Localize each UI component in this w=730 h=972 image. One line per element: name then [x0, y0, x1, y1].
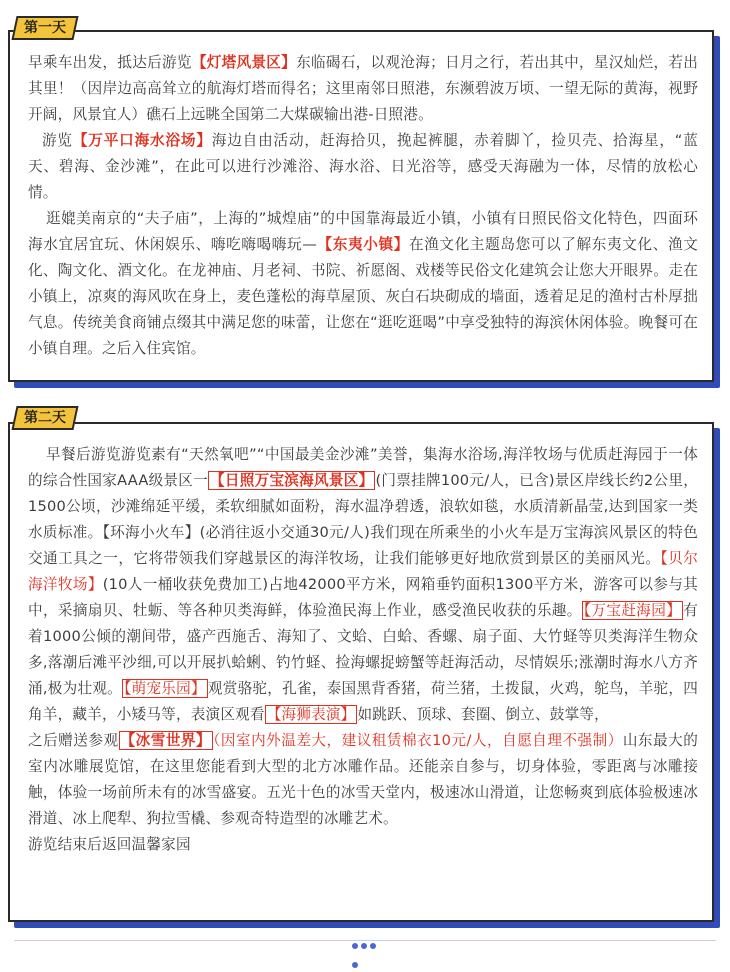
day1-p3-text-b: 在渔文化主题岛您可以了解东夷文化、渔文化、陶文化、酒文化。在龙神庙、月老祠、书院、祈愿阁、戏楼等民俗文化建筑会让您大开眼界。走在小镇上，凉爽的海风吹在身上，麦色蓬松的海草屋顶、灰白石块砌成的墙面，透着足足的渔村古朴厚拙气息。传统美食商铺点缀其中满足您的味蕾，让您在“逛吃逛喝”中享受独特的海滨休闲体验。晚餐可在小镇自理。之后入住宾馆。 [28, 236, 698, 357]
dongyi-town-highlight: 【东夷小镇】 [317, 236, 409, 253]
bell-ocean-ranch-highlight: 【贝尔海洋牧场】 [28, 550, 698, 593]
day1-p2-text-a: 游览 [42, 132, 73, 149]
day2-paragraph-2 [28, 728, 698, 832]
day2-text-3: (10人一桶收获免费加工)占地42000平方米，网箱垂钓面积1300平方米，游客可以参与其中，采摘扇贝、牡蛎、等各种贝类海鲜，体验渔民海上作业，感受渔民收获的乐趣。 [28, 576, 698, 619]
day2-text-4: 有着1000公倾的潮间带，盛产西施舌、海知了、文蛤、白蛤、香螺、扇子面、大竹蛏等贝类海洋生物众多,落潮后滩平沙细,可以开展扒蛤蜊、钓竹蛏、捡海螺捉螃蟹等赶海活动，尽情娱乐;涨潮时海水八方齐涌,极为壮观。 [28, 602, 698, 697]
day2-text-5: 观赏骆驼，孔雀，泰国黑背香猪，荷兰猪，土拨鼠，火鸡，鸵鸟，羊驼，四角羊，藏羊，小矮马等，表演区观看 [28, 680, 698, 723]
ice-snow-world-note: （因室内外温差大，建议租赁棉衣10元/人，自愿自理不强制） [213, 732, 623, 749]
day1-p3-text-a: 逛媲美南京的“夫子庙”，上海的”城煌庙”的中国靠海最近小镇，小镇有日照民俗文化特色，四面环海水宜居宜玩、休闲娱乐、嗨吃嗨喝嗨玩— [28, 210, 698, 253]
day2-tag-label: 第二天 [24, 410, 66, 426]
day2-text-9: 游览结束后返回温馨家园 [28, 836, 191, 853]
day2-body [28, 442, 698, 858]
pet-park-highlight: 【萌宠乐园】 [124, 680, 206, 697]
footer-dots-decoration [352, 934, 386, 946]
day1-paragraph-1 [28, 50, 698, 128]
wanpingkou-beach-highlight: 【万平口海水浴场】 [72, 132, 212, 149]
wanbao-tidal-park-highlight: 【万宝赶海园】 [583, 602, 682, 619]
day2-text-7: 之后赠送参观 [28, 732, 119, 749]
day2-paragraph-1 [28, 442, 698, 728]
sea-lion-show-highlight: 【海狮表演】 [266, 706, 356, 723]
day1-body [28, 50, 698, 362]
day1-paragraph-3 [28, 206, 698, 362]
day1-tag [11, 16, 78, 40]
day1-tag-label: 第一天 [24, 20, 66, 36]
day1-p1-text-b: 东临碣石，以观沧海；日月之行，若出其中，星汉灿烂，若出其里！（因岸边高高耸立的航海灯塔而得名；这里南邻日照港，东濒碧波万顷、一望无际的黄海，视野开阔，风景宜人）礁石上远眺全国第二大煤碳输出港-日照港。 [28, 54, 699, 123]
ice-snow-world-highlight: 【冰雪世界】 [120, 732, 212, 749]
day1-p1-text-a: 早乘车出发，抵达后游览 [28, 54, 192, 71]
lighthouse-scenic-area-highlight: 【灯塔风景区】 [191, 54, 297, 71]
day2-text-6: 如跳跃、顶球、套圈、倒立、鼓掌等， [357, 706, 609, 723]
day2-text-8: 山东最大的室内冰雕展览馆，在这里您能看到大型的北方冰雕作品。还能亲自参与，切身体验，零距离与冰雕接触，体验一场前所未有的冰雪盛宴。五光十色的冰雪天堂内，极速冰山滑道，让您畅爽到底体验极速冰滑道、冰上爬犁、狗拉雪橇、参观奇特造型的冰雕艺术。 [28, 732, 698, 827]
day2-text-2: (门票挂牌100元/人，已含)景区岸线长约2公里，1500公顷，沙滩绵延平缓，柔软细腻如面粉，海水温净碧透，浪软如毯，水质清新晶莹,达到国家一类水质标准。【环海小火车】(必消往返小交通30元/人)我们现在所乘坐的小火车是万宝海滨风景区的特色交通工具之一，它将带领我们穿越景区的海洋牧场，让我们能够更好地欣赏到景区的美丽风光。 [28, 472, 698, 567]
wanbao-scenic-area-highlight: 【日照万宝滨海风景区】 [210, 472, 374, 489]
day1-p2-text-b: 海边自由活动，赶海拾贝，挽起裤腿，赤着脚丫，捡贝壳、拾海星，“蓝天、碧海、金沙滩”，在此可以进行沙滩浴、海水浴、日光浴等，感受天海融为一体，尽情的放松心情。 [28, 132, 698, 201]
day2-tag [11, 406, 78, 430]
day1-paragraph-2 [28, 128, 698, 206]
day2-text-1: 早餐后游览游览素有“天然氧吧”“中国最美金沙滩”美誉，集海水浴场,海洋牧场与优质赶海园于一体的综合性国家AAA级景区一 [28, 446, 698, 489]
day2-paragraph-3 [28, 832, 698, 858]
